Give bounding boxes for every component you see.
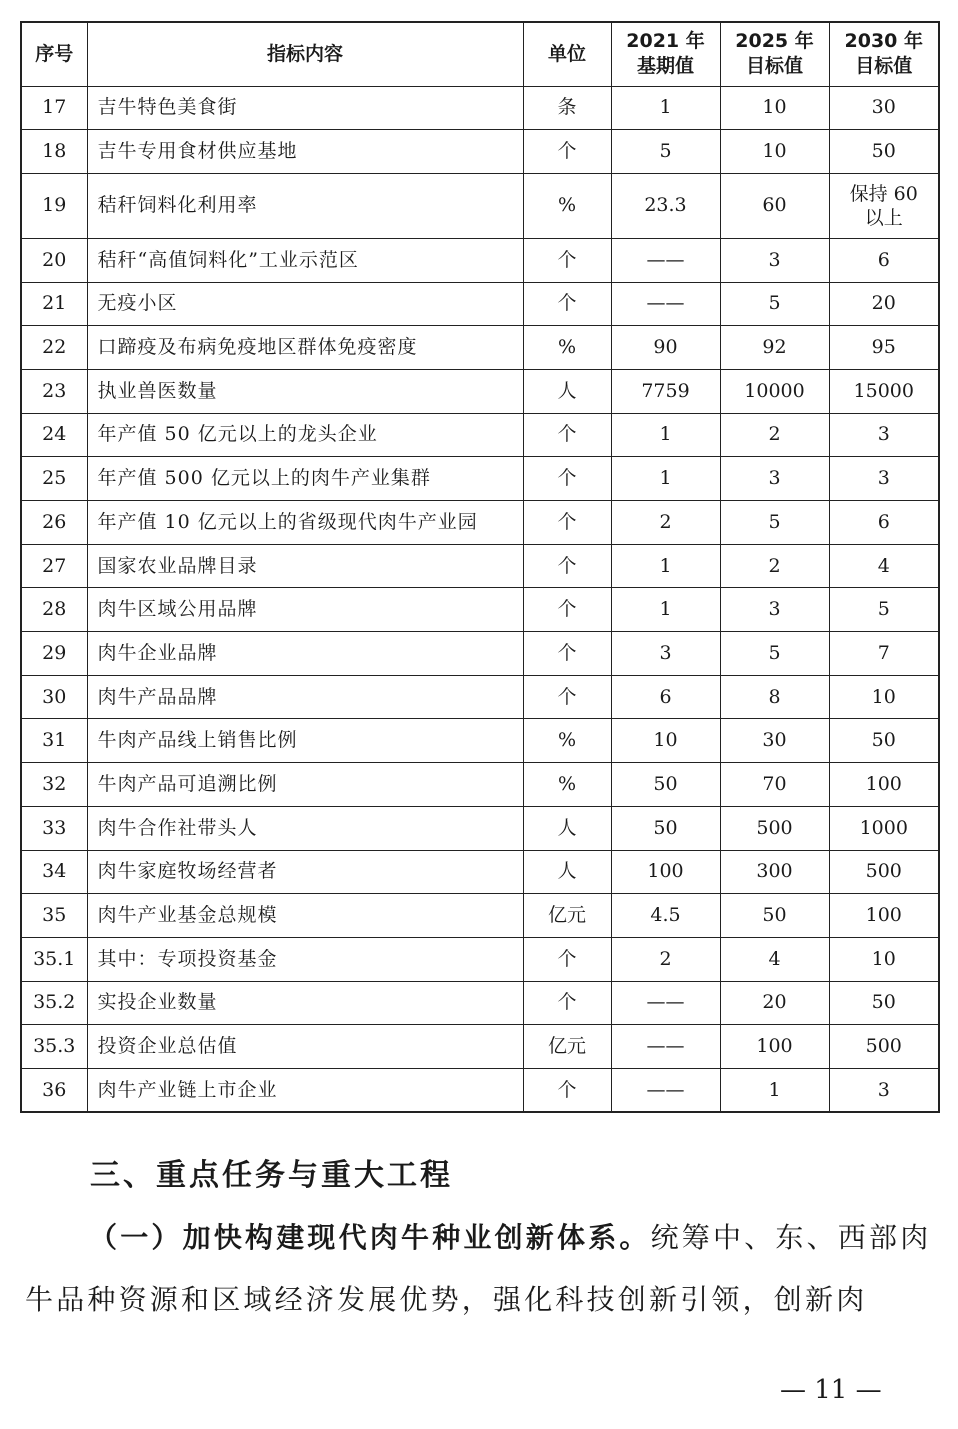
cell-2030: 10	[829, 675, 939, 719]
cell-2030: 500	[829, 1025, 939, 1069]
cell-2025: 1	[720, 1068, 829, 1112]
cell-2030: 95	[829, 326, 939, 370]
cell-2021: ——	[611, 238, 720, 282]
cell-2030: 5	[829, 588, 939, 632]
cell-2030: 20	[829, 282, 939, 326]
cell-2021: 1	[611, 413, 720, 457]
cell-unit: %	[523, 719, 611, 763]
cell-2030: 6	[829, 238, 939, 282]
cell-2025: 50	[720, 894, 829, 938]
table-header-row	[21, 22, 939, 86]
cell-2021: ——	[611, 282, 720, 326]
cell-name: 吉牛特色美食街	[87, 86, 523, 130]
cell-2025: 5	[720, 501, 829, 545]
header-2030-label: 目标值	[855, 55, 913, 78]
cell-name: 年产值 500 亿元以上的肉牛产业集群	[87, 457, 523, 501]
table-row	[21, 588, 939, 632]
cell-2030: 3	[829, 1068, 939, 1112]
cell-unit: %	[523, 326, 611, 370]
paragraph-body: 统筹中、东、西部肉牛品种资源和区域经济发展优势，强化科技创新引领，创新肉	[25, 1221, 932, 1316]
cell-2025: 30	[720, 719, 829, 763]
cell-seq: 36	[21, 1068, 87, 1112]
cell-2025: 20	[720, 981, 829, 1025]
table-row	[21, 981, 939, 1025]
cell-name: 年产值 10 亿元以上的省级现代肉牛产业园	[87, 501, 523, 545]
cell-2025: 3	[720, 588, 829, 632]
cell-2030: 4	[829, 544, 939, 588]
cell-unit: %	[523, 173, 611, 238]
table-row	[21, 130, 939, 174]
cell-seq: 30	[21, 675, 87, 719]
table-row	[21, 1025, 939, 1069]
table-row	[21, 894, 939, 938]
cell-unit: 个	[523, 632, 611, 676]
cell-name: 肉牛区域公用品牌	[87, 588, 523, 632]
cell-2030	[829, 173, 939, 238]
cell-2025: 4	[720, 937, 829, 981]
table-row	[21, 1068, 939, 1112]
cell-unit: 个	[523, 981, 611, 1025]
cell-2021: 2	[611, 937, 720, 981]
cell-name: 肉牛产业基金总规模	[87, 894, 523, 938]
cell-2025: 92	[720, 326, 829, 370]
cell-name: 肉牛家庭牧场经营者	[87, 850, 523, 894]
cell-seq: 32	[21, 763, 87, 807]
cell-2021: ——	[611, 1025, 720, 1069]
table-row	[21, 457, 939, 501]
cell-seq: 19	[21, 173, 87, 238]
cell-2030: 7	[829, 632, 939, 676]
cell-2021: 90	[611, 326, 720, 370]
cell-2030: 3	[829, 413, 939, 457]
cell-2021: 23.3	[611, 173, 720, 238]
cell-unit: 个	[523, 501, 611, 545]
cell-seq: 22	[21, 326, 87, 370]
cell-2030-line1: 保持 60	[849, 182, 918, 205]
header-2030	[829, 22, 939, 86]
cell-2025: 5	[720, 282, 829, 326]
cell-seq: 29	[21, 632, 87, 676]
cell-2021: 4.5	[611, 894, 720, 938]
cell-seq: 18	[21, 130, 87, 174]
cell-2030: 50	[829, 719, 939, 763]
cell-2025: 10	[720, 86, 829, 130]
cell-name: 实投企业数量	[87, 981, 523, 1025]
table-row	[21, 369, 939, 413]
cell-2021: 1	[611, 588, 720, 632]
cell-2030: 15000	[829, 369, 939, 413]
cell-2030: 3	[829, 457, 939, 501]
cell-seq: 35.3	[21, 1025, 87, 1069]
cell-seq: 35.2	[21, 981, 87, 1025]
page-number: — 11 —	[780, 1375, 882, 1405]
cell-name: 肉牛企业品牌	[87, 632, 523, 676]
cell-2021: ——	[611, 981, 720, 1025]
cell-unit: 人	[523, 369, 611, 413]
cell-2030: 10	[829, 937, 939, 981]
cell-unit: 人	[523, 850, 611, 894]
cell-seq: 31	[21, 719, 87, 763]
table-row	[21, 282, 939, 326]
cell-2021: 100	[611, 850, 720, 894]
cell-name: 执业兽医数量	[87, 369, 523, 413]
cell-seq: 24	[21, 413, 87, 457]
cell-name: 牛肉产品可追溯比例	[87, 763, 523, 807]
cell-unit: 个	[523, 238, 611, 282]
cell-2025: 3	[720, 457, 829, 501]
indicator-table	[20, 21, 940, 1113]
cell-2025: 3	[720, 238, 829, 282]
cell-2021: ——	[611, 1068, 720, 1112]
header-seq: 序号	[21, 22, 87, 86]
cell-2021: 5	[611, 130, 720, 174]
paragraph-lead: （一）加快构建现代肉牛种业创新体系。	[89, 1221, 651, 1254]
cell-2030: 50	[829, 130, 939, 174]
cell-name: 肉牛产品品牌	[87, 675, 523, 719]
body-paragraph	[25, 1207, 935, 1331]
cell-unit: 个	[523, 130, 611, 174]
table-row	[21, 544, 939, 588]
cell-unit: 个	[523, 937, 611, 981]
cell-2025: 10	[720, 130, 829, 174]
cell-2021: 50	[611, 806, 720, 850]
header-2021	[611, 22, 720, 86]
cell-2030: 30	[829, 86, 939, 130]
cell-seq: 21	[21, 282, 87, 326]
cell-unit: %	[523, 763, 611, 807]
cell-seq: 35.1	[21, 937, 87, 981]
cell-2030: 100	[829, 894, 939, 938]
table-row	[21, 501, 939, 545]
cell-unit: 个	[523, 282, 611, 326]
cell-seq: 27	[21, 544, 87, 588]
cell-2030: 100	[829, 763, 939, 807]
cell-name: 无疫小区	[87, 282, 523, 326]
cell-2030: 1000	[829, 806, 939, 850]
cell-name: 肉牛产业链上市企业	[87, 1068, 523, 1112]
cell-seq: 20	[21, 238, 87, 282]
cell-seq: 26	[21, 501, 87, 545]
cell-2025: 100	[720, 1025, 829, 1069]
header-2021-label: 基期值	[636, 55, 694, 78]
cell-unit: 条	[523, 86, 611, 130]
cell-unit: 个	[523, 1068, 611, 1112]
cell-seq: 35	[21, 894, 87, 938]
cell-name: 肉牛合作社带头人	[87, 806, 523, 850]
cell-unit: 亿元	[523, 1025, 611, 1069]
cell-seq: 28	[21, 588, 87, 632]
cell-seq: 33	[21, 806, 87, 850]
cell-2021: 3	[611, 632, 720, 676]
cell-name: 牛肉产品线上销售比例	[87, 719, 523, 763]
cell-unit: 亿元	[523, 894, 611, 938]
cell-2021: 1	[611, 457, 720, 501]
cell-2030: 500	[829, 850, 939, 894]
cell-2021: 7759	[611, 369, 720, 413]
cell-2025: 500	[720, 806, 829, 850]
cell-2021: 6	[611, 675, 720, 719]
table-row	[21, 413, 939, 457]
cell-unit: 个	[523, 457, 611, 501]
cell-2030-line2: 以上	[864, 206, 903, 229]
table-row	[21, 763, 939, 807]
section-heading: 三、重点任务与重大工程	[90, 1158, 453, 1193]
cell-name: 投资企业总估值	[87, 1025, 523, 1069]
cell-name: 吉牛专用食材供应基地	[87, 130, 523, 174]
cell-name: 年产值 50 亿元以上的龙头企业	[87, 413, 523, 457]
table-row	[21, 238, 939, 282]
cell-seq: 17	[21, 86, 87, 130]
table-row	[21, 632, 939, 676]
header-2021-year: 2021 年	[626, 30, 705, 53]
cell-unit: 个	[523, 544, 611, 588]
cell-unit: 个	[523, 413, 611, 457]
header-content: 指标内容	[87, 22, 523, 86]
cell-name: 口蹄疫及布病免疫地区群体免疫密度	[87, 326, 523, 370]
header-2025-label: 目标值	[745, 55, 803, 78]
cell-2021: 50	[611, 763, 720, 807]
cell-seq: 34	[21, 850, 87, 894]
cell-unit: 个	[523, 588, 611, 632]
cell-name: 秸秆“高值饲料化”工业示范区	[87, 238, 523, 282]
cell-name: 秸秆饲料化利用率	[87, 173, 523, 238]
header-unit: 单位	[523, 22, 611, 86]
table-row	[21, 806, 939, 850]
cell-2025: 8	[720, 675, 829, 719]
cell-2025: 5	[720, 632, 829, 676]
cell-2025: 2	[720, 413, 829, 457]
cell-2025: 10000	[720, 369, 829, 413]
cell-2030: 6	[829, 501, 939, 545]
cell-2030: 50	[829, 981, 939, 1025]
cell-seq: 25	[21, 457, 87, 501]
table-row	[21, 326, 939, 370]
header-2025-year: 2025 年	[735, 30, 814, 53]
cell-2021: 1	[611, 544, 720, 588]
cell-2025: 70	[720, 763, 829, 807]
table-row	[21, 173, 939, 238]
cell-2025: 60	[720, 173, 829, 238]
header-2030-year: 2030 年	[844, 30, 923, 53]
header-2025	[720, 22, 829, 86]
cell-name: 其中：专项投资基金	[87, 937, 523, 981]
cell-unit: 人	[523, 806, 611, 850]
cell-2021: 1	[611, 86, 720, 130]
cell-2025: 300	[720, 850, 829, 894]
table-row	[21, 86, 939, 130]
cell-2021: 10	[611, 719, 720, 763]
cell-2025: 2	[720, 544, 829, 588]
table-row	[21, 937, 939, 981]
cell-name: 国家农业品牌目录	[87, 544, 523, 588]
table-row	[21, 719, 939, 763]
table-row	[21, 675, 939, 719]
table-row	[21, 850, 939, 894]
cell-seq: 23	[21, 369, 87, 413]
cell-2021: 2	[611, 501, 720, 545]
cell-unit: 个	[523, 675, 611, 719]
